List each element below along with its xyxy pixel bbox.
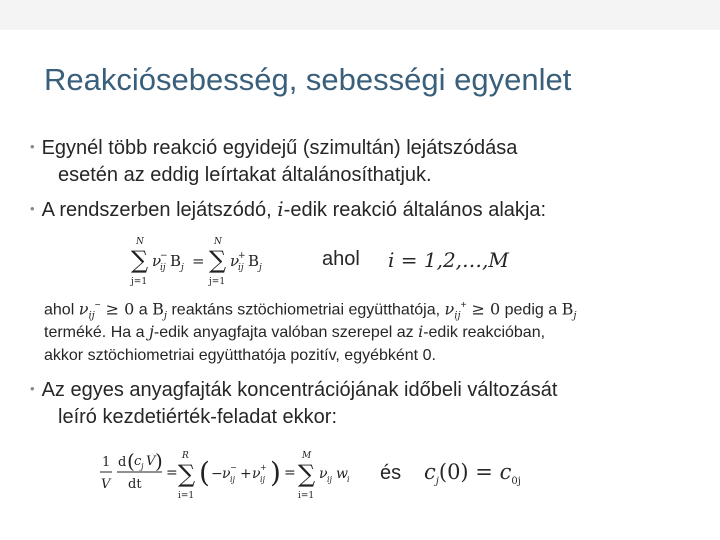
nu-sup: + [260, 463, 267, 472]
var-i: i [418, 322, 424, 341]
bullet-dot: • [30, 139, 35, 154]
text: terméké. Ha a [44, 324, 149, 341]
sum-symbol: ∑ [209, 246, 227, 274]
sum-upper-limit: N [136, 237, 144, 247]
nu-symbol: ν [152, 252, 162, 270]
slide-title: Reakciósebesség, sebességi egyenlet [44, 62, 572, 97]
sum-symbol: ∑ [178, 460, 196, 488]
paragraph-line-2 [44, 322, 545, 343]
bullet-3-line-1: Az egyes anyagfajták koncentrációjának időbeli változását [41, 379, 558, 401]
nu-sub: ij [88, 310, 95, 322]
sum-lower-limit: i=1 [298, 491, 315, 501]
nu-sup: + [238, 251, 246, 261]
bullet-dot: • [30, 381, 35, 396]
fraction-V: V [101, 477, 111, 492]
top-band [0, 0, 720, 30]
species-sub: j [163, 310, 168, 322]
sum-upper-limit: M [302, 451, 312, 461]
minus-sign: − [211, 466, 223, 482]
paren-left: ( [199, 456, 210, 489]
equals: = [166, 465, 178, 481]
geq-zero: ≥ 0 [100, 299, 135, 319]
rate-equation [98, 448, 360, 504]
species-B: B [152, 299, 164, 319]
nu-sub: ij [160, 263, 166, 273]
text: pedig a [500, 301, 562, 319]
nu-sub: ij [454, 310, 461, 322]
plus-sign: + [240, 466, 252, 482]
var-j: j [148, 322, 154, 341]
species-sub: j [259, 263, 262, 273]
es-label: és [380, 462, 402, 484]
sum-upper-limit: N [214, 237, 222, 247]
init-mid: (0) = [438, 460, 500, 484]
nu-symbol: ν [222, 466, 231, 482]
conc-sub: j [435, 476, 439, 488]
sum-lower-limit: j=1 [131, 277, 148, 287]
species-sub: j [573, 310, 577, 322]
nu-symbol: ν [319, 466, 328, 482]
sum-symbol: ∑ [131, 246, 149, 274]
index-range: i = 1,2,…,M [388, 248, 509, 272]
nu-sub: ij [238, 263, 244, 273]
fraction-one: 1 [102, 455, 111, 470]
bullet-2-pre: A rendszerben lejátszódó, [41, 199, 278, 221]
bullet-1-line-2: esetén az eddig leírtakat általánosíthatjuk. [58, 164, 432, 186]
nu-sup: + [460, 300, 467, 311]
species-sub: j [181, 263, 184, 273]
nu-plus: ν [444, 299, 455, 319]
species-B: B [561, 299, 574, 319]
dt: dt [128, 477, 142, 492]
conc-sub: 0j [511, 476, 521, 488]
bullet-3-line-2: leíró kezdetiérték-feladat ekkor: [58, 406, 338, 428]
reaction-equation [130, 236, 278, 290]
sum-symbol: ∑ [298, 460, 316, 488]
conc-c: c [134, 454, 142, 469]
nu-symbol: ν [252, 466, 261, 482]
equals: = [192, 252, 205, 270]
d-symbol: d [118, 455, 127, 470]
initial-condition [424, 460, 521, 487]
sum-lower-limit: j=1 [209, 277, 226, 287]
text: -edik reakcióban, [423, 324, 546, 341]
nu-sup: − [160, 251, 168, 261]
nu-sup: − [94, 300, 101, 311]
bullet-dot: • [30, 201, 35, 216]
bullet-2 [30, 196, 546, 225]
bullet-1 [30, 135, 517, 163]
nu-sub: ij [230, 475, 236, 484]
paragraph-line-3: akkor sztöchiometriai együtthatója pozitív, egyébként 0. [44, 347, 436, 364]
ahol-label: ahol [322, 248, 360, 270]
paren-right: ) [270, 456, 281, 489]
nu-minus: ν [78, 299, 89, 319]
text: reaktáns sztöchiometriai együtthatója, [167, 301, 445, 319]
rate-w: w [336, 466, 348, 482]
sum-lower-limit: i=1 [178, 491, 195, 501]
text: -edik anyagfajta valóban szerepel az [153, 324, 419, 341]
conc-c0: c [499, 460, 512, 484]
text: ahol [44, 301, 79, 319]
equals: = [284, 465, 296, 481]
conc-sub: j [141, 462, 144, 471]
species-B: B [248, 252, 260, 270]
bullet-2-post: -edik reakció általános alakja: [283, 199, 547, 221]
nu-sub: ij [260, 475, 266, 484]
nu-sub: ij [327, 475, 333, 484]
bullet-3 [30, 377, 557, 405]
text: a [134, 301, 153, 319]
species-B: B [170, 252, 182, 270]
bullet-2-var: i [277, 197, 284, 221]
bullet-1-line-1: Egynél több reakció egyidejű (szimultán) lejátszódása [41, 137, 518, 159]
volume-V: V [146, 454, 156, 469]
paren-left: ( [127, 449, 135, 473]
rate-sub: i [347, 475, 350, 484]
sum-upper-limit: R [182, 451, 189, 461]
nu-symbol: ν [230, 252, 240, 270]
geq-zero: ≥ 0 [466, 299, 501, 319]
paren-right: ) [155, 449, 163, 473]
nu-sup: − [230, 463, 237, 472]
conc-c: c [424, 460, 436, 484]
